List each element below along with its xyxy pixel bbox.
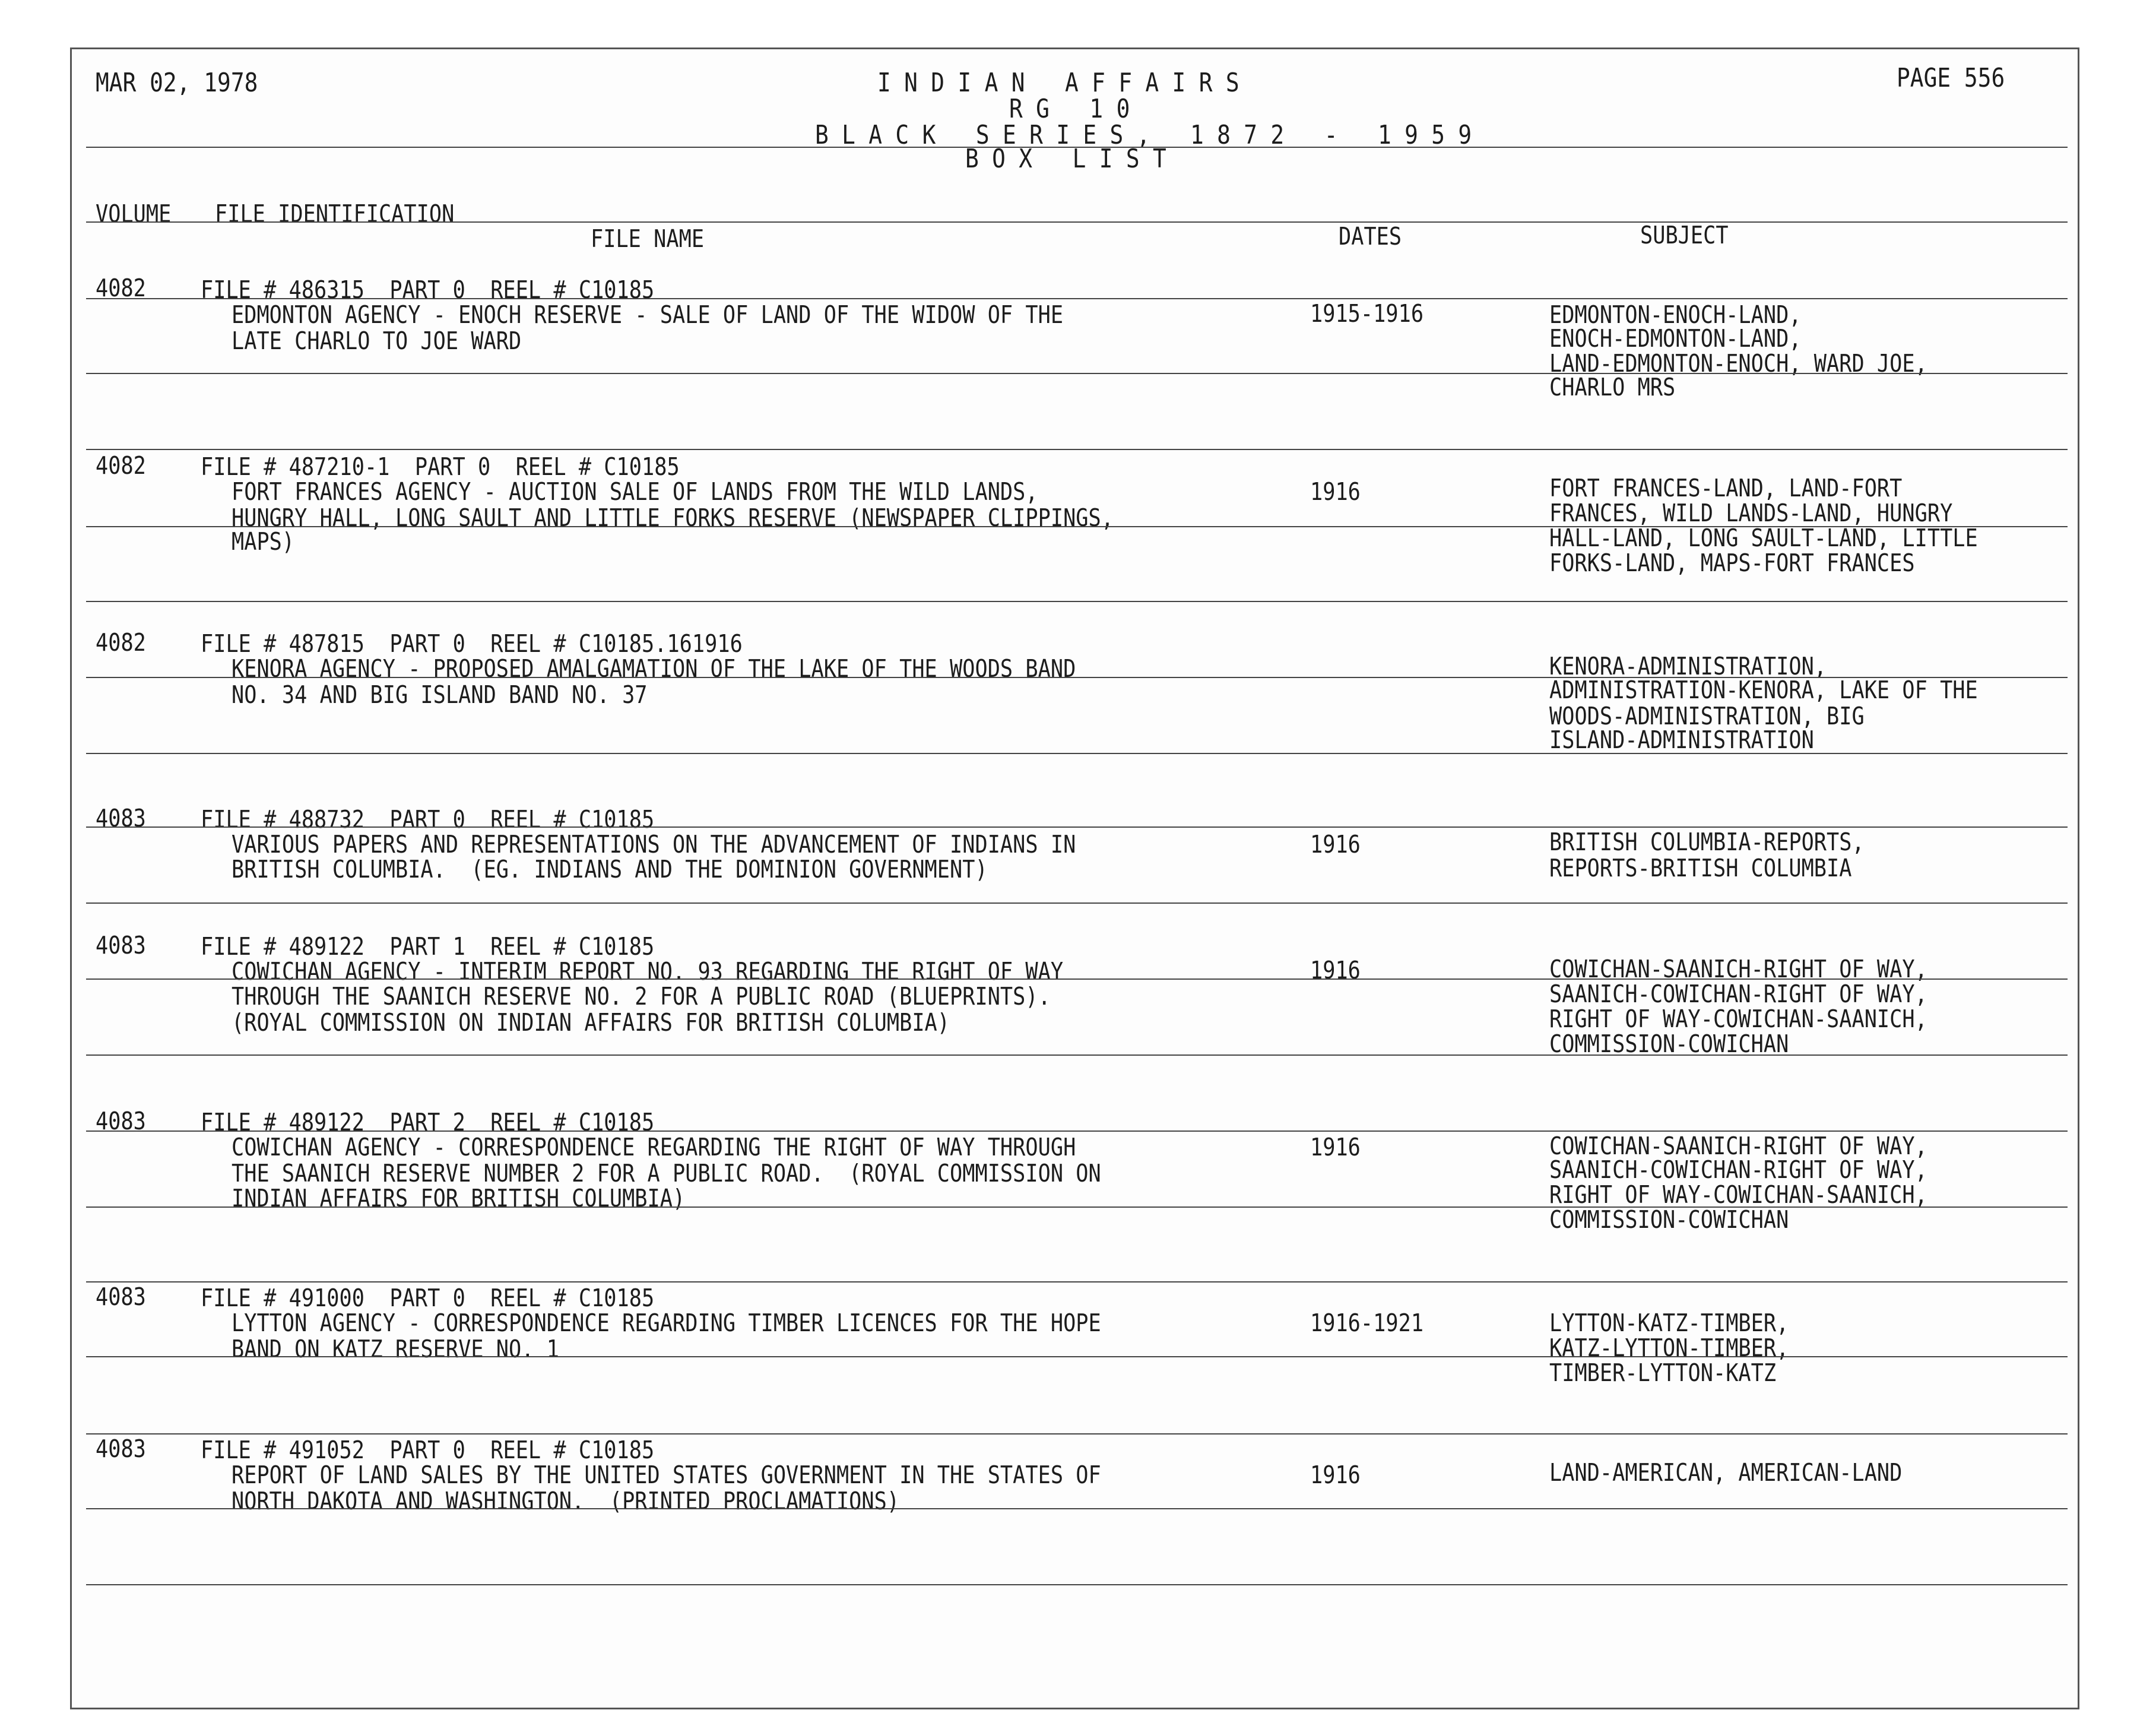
entry-subject-line: WOODS-ADMINISTRATION, BIG	[1549, 702, 1865, 730]
entry-name-line: BAND ON KATZ RESERVE NO. 1	[232, 1335, 559, 1363]
column-header-subject: SUBJECT	[1640, 221, 1729, 249]
page-number: PAGE 556	[1897, 63, 2005, 93]
entry-subject-line: LAND-AMERICAN, AMERICAN-LAND	[1549, 1458, 1903, 1487]
entry-rule	[86, 373, 2068, 374]
entry-volume: 4083	[96, 1434, 146, 1463]
entry-name-line: NO. 34 AND BIG ISLAND BAND NO. 37	[232, 680, 648, 709]
entry-dates: 1916	[1310, 1133, 1361, 1161]
entry-divider	[86, 1281, 2068, 1282]
entry-file-id: FILE # 488732 PART 0 REEL # C10185	[201, 805, 655, 834]
entry-dates: 1915-1916	[1310, 299, 1424, 328]
entry-rule	[86, 1508, 2068, 1509]
entry-dates: 1916	[1310, 477, 1361, 506]
entry-subject-line: CHARLO MRS	[1549, 373, 1676, 401]
entry-subject-line: LYTTON-KATZ-TIMBER,	[1549, 1309, 1789, 1337]
entry-divider	[86, 1054, 2068, 1056]
entry-name-line: (ROYAL COMMISSION ON INDIAN AFFAIRS FOR BRITISH COLUMBIA)	[232, 1008, 950, 1037]
series-title: BLACK SERIES, 1872 - 1959	[815, 120, 1485, 150]
entry-file-id: FILE # 486315 PART 0 REEL # C10185	[201, 276, 655, 304]
list-type: BOX LIST	[965, 144, 1180, 174]
entry-divider	[86, 449, 2068, 450]
entry-name-line: EDMONTON AGENCY - ENOCH RESERVE - SALE OF LAND OF THE WIDOW OF THE	[232, 300, 1064, 329]
column-header-dates: DATES	[1339, 222, 1402, 251]
entry-file-id: FILE # 491000 PART 0 REEL # C10185	[201, 1284, 655, 1312]
column-header-file-identification: FILE IDENTIFICATION	[215, 200, 455, 228]
entry-dates: 1916	[1310, 830, 1361, 859]
entry-name-line: FORT FRANCES AGENCY - AUCTION SALE OF LANDS FROM THE WILD LANDS,	[232, 477, 1038, 506]
entry-rule	[86, 298, 2068, 299]
entry-divider	[86, 1584, 2068, 1585]
report-date: MAR 02, 1978	[96, 68, 258, 98]
entry-subject-line: TIMBER-LYTTON-KATZ	[1549, 1358, 1777, 1387]
entry-subject-line: KATZ-LYTTON-TIMBER,	[1549, 1334, 1789, 1362]
entry-divider	[86, 601, 2068, 602]
entry-subject-line: COMMISSION-COWICHAN	[1549, 1030, 1789, 1058]
entry-volume: 4083	[96, 1282, 146, 1311]
entry-subject-line: ADMINISTRATION-KENORA, LAKE OF THE	[1549, 676, 1978, 704]
column-header-file-name: FILE NAME	[591, 224, 705, 253]
record-group: RG 10	[1009, 94, 1143, 124]
entry-file-id: FILE # 489122 PART 2 REEL # C10185	[201, 1108, 655, 1136]
entry-rule	[86, 826, 2068, 828]
entry-volume: 4082	[96, 451, 146, 480]
entry-name-line: HUNGRY HALL, LONG SAULT AND LITTLE FORKS RESERVE (NEWSPAPER CLIPPINGS,	[232, 504, 1114, 532]
entry-volume: 4082	[96, 274, 146, 302]
entry-subject-line: FORT FRANCES-LAND, LAND-FORT	[1549, 474, 1903, 502]
entry-subject-line: COMMISSION-COWICHAN	[1549, 1205, 1789, 1234]
entry-name-line: LATE CHARLO TO JOE WARD	[232, 327, 522, 355]
entry-subject-line: LAND-EDMONTON-ENOCH, WARD JOE,	[1549, 349, 1927, 378]
entry-file-id: FILE # 487210-1 PART 0 REEL # C10185	[201, 452, 680, 481]
entry-subject-line: FORKS-LAND, MAPS-FORT FRANCES	[1549, 549, 1915, 577]
column-header-volume: VOLUME	[96, 200, 172, 228]
entry-subject-line: RIGHT OF WAY-COWICHAN-SAANICH,	[1549, 1005, 1927, 1033]
entry-file-id: FILE # 489122 PART 1 REEL # C10185	[201, 932, 655, 961]
entry-subject-line: SAANICH-COWICHAN-RIGHT OF WAY,	[1549, 1155, 1927, 1184]
entry-rule	[86, 1356, 2068, 1357]
entry-name-line: COWICHAN AGENCY - INTERIM REPORT NO. 93 REGARDING THE RIGHT OF WAY	[232, 957, 1064, 986]
entry-subject-line: FRANCES, WILD LANDS-LAND, HUNGRY	[1549, 499, 1953, 527]
entry-dates: 1916	[1310, 1461, 1361, 1489]
entry-subject-line: COWICHAN-SAANICH-RIGHT OF WAY,	[1549, 955, 1927, 983]
entry-subject-line: ENOCH-EDMONTON-LAND,	[1549, 324, 1802, 353]
entry-subject-line: RIGHT OF WAY-COWICHAN-SAANICH,	[1549, 1180, 1927, 1209]
entry-subject-line: EDMONTON-ENOCH-LAND,	[1549, 300, 1802, 329]
entry-subject-line: COWICHAN-SAANICH-RIGHT OF WAY,	[1549, 1132, 1927, 1160]
entry-dates: 1916	[1310, 956, 1361, 984]
entry-divider	[86, 753, 2068, 754]
report-title: INDIAN AFFAIRS	[877, 68, 1253, 98]
entry-name-line: LYTTON AGENCY - CORRESPONDENCE REGARDING TIMBER LICENCES FOR THE HOPE	[232, 1309, 1101, 1337]
entry-name-line: MAPS)	[232, 527, 295, 556]
entry-name-line: REPORT OF LAND SALES BY THE UNITED STATES GOVERNMENT IN THE STATES OF	[232, 1461, 1101, 1489]
entry-volume: 4083	[96, 931, 146, 960]
entry-volume: 4083	[96, 804, 146, 832]
entry-divider	[86, 902, 2068, 904]
entry-name-line: THROUGH THE SAANICH RESERVE NO. 2 FOR A PUBLIC ROAD (BLUEPRINTS).	[232, 982, 1051, 1011]
entry-name-line: INDIAN AFFAIRS FOR BRITISH COLUMBIA)	[232, 1184, 686, 1212]
entry-divider	[86, 1433, 2068, 1434]
entry-name-line: VARIOUS PAPERS AND REPRESENTATIONS ON THE ADVANCEMENT OF INDIANS IN	[232, 830, 1076, 859]
column-header-rule	[86, 221, 2068, 223]
entry-rule	[86, 1206, 2068, 1208]
header-rule	[86, 147, 2068, 148]
entry-subject-line: ISLAND-ADMINISTRATION	[1549, 726, 1814, 754]
entry-rule	[86, 978, 2068, 980]
entry-subject-line: HALL-LAND, LONG SAULT-LAND, LITTLE	[1549, 524, 1978, 552]
entry-name-line: THE SAANICH RESERVE NUMBER 2 FOR A PUBLIC ROAD. (ROYAL COMMISSION ON	[232, 1159, 1101, 1188]
entry-rule	[86, 526, 2068, 527]
entry-subject-line: KENORA-ADMINISTRATION,	[1549, 652, 1827, 680]
entry-rule	[86, 1130, 2068, 1132]
entry-name-line: COWICHAN AGENCY - CORRESPONDENCE REGARDING THE RIGHT OF WAY THROUGH	[232, 1133, 1076, 1161]
entry-name-line: KENORA AGENCY - PROPOSED AMALGAMATION OF THE LAKE OF THE WOODS BAND	[232, 654, 1076, 683]
entry-volume: 4083	[96, 1107, 146, 1135]
entry-volume: 4082	[96, 628, 146, 657]
entry-name-line: BRITISH COLUMBIA. (EG. INDIANS AND THE DOMINION GOVERNMENT)	[232, 855, 988, 884]
entry-subject-line: SAANICH-COWICHAN-RIGHT OF WAY,	[1549, 980, 1927, 1008]
entry-dates: 1916-1921	[1310, 1309, 1424, 1337]
entry-subject-line: REPORTS-BRITISH COLUMBIA	[1549, 854, 1852, 882]
entry-name-line: NORTH DAKOTA AND WASHINGTON. (PRINTED PROCLAMATIONS)	[232, 1487, 900, 1515]
entry-file-id: FILE # 487815 PART 0 REEL # C10185.161916	[201, 629, 743, 658]
entry-subject-line: BRITISH COLUMBIA-REPORTS,	[1549, 828, 1865, 856]
entry-file-id: FILE # 491052 PART 0 REEL # C10185	[201, 1436, 655, 1464]
entry-rule	[86, 677, 2068, 678]
